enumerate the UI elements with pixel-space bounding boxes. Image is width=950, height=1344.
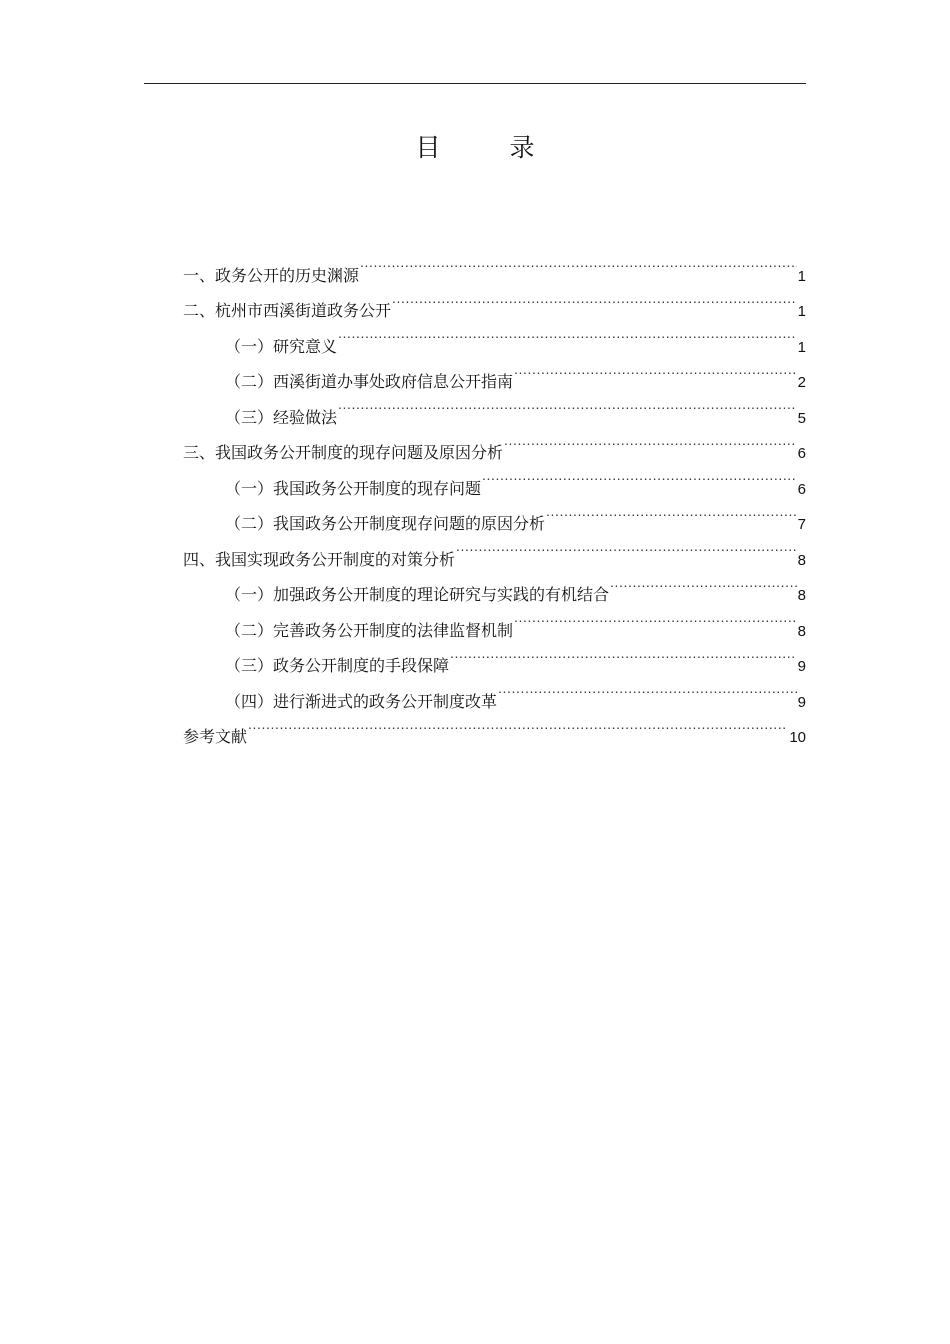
page-title: 目 录 <box>415 133 557 162</box>
toc-page-number: 8 <box>797 551 806 569</box>
toc-entry-text: 四、我国实现政务公开制度的对策分析 <box>183 549 456 569</box>
toc-entry-text: 一、政务公开的历史渊源 <box>183 265 360 285</box>
toc-entry[interactable] <box>183 707 806 746</box>
toc-page-number: 9 <box>797 693 806 711</box>
toc-page-number: 1 <box>797 303 806 320</box>
toc-entry-text: （一）我国政务公开制度的现存问题 <box>225 478 482 498</box>
toc-page-number: 1 <box>797 338 806 356</box>
toc-dot-leader <box>610 565 797 601</box>
toc-dot-leader <box>248 707 788 743</box>
toc-entry-text: （一）加强政务公开制度的理论研究与实践的有机结合 <box>225 585 610 604</box>
toc-page-number: 6 <box>797 445 806 462</box>
toc-dot-leader <box>514 352 797 388</box>
toc-page-number: 5 <box>797 409 806 427</box>
toc-dot-leader <box>338 316 797 352</box>
toc-entry-text: （四）进行渐进式的政务公开制度改革 <box>225 691 498 711</box>
toc-entry-text: （三）政务公开制度的手段保障 <box>225 656 450 675</box>
toc-entry[interactable] <box>183 245 806 285</box>
toc-page-number: 9 <box>797 658 806 675</box>
toc-dot-leader <box>392 281 797 317</box>
toc-dot-leader <box>514 600 797 636</box>
toc-dot-leader <box>504 423 797 459</box>
toc-dot-leader <box>498 671 797 707</box>
table-of-contents <box>183 245 806 746</box>
toc-dot-leader <box>456 529 797 565</box>
toc-dot-leader <box>546 494 797 530</box>
toc-page-number: 10 <box>789 729 806 746</box>
toc-page-number: 8 <box>797 587 806 604</box>
toc-dot-leader <box>450 636 797 672</box>
toc-entry-text: 二、杭州市西溪街道政务公开 <box>183 301 392 320</box>
toc-dot-leader <box>360 245 797 281</box>
toc-dot-leader <box>482 458 797 494</box>
toc-entry-text: （三）经验做法 <box>225 407 338 427</box>
toc-page-number: 7 <box>797 516 806 533</box>
toc-entry-text: （二）完善政务公开制度的法律监督机制 <box>225 620 514 640</box>
toc-entry-text: （一）研究意义 <box>225 336 338 356</box>
toc-entry-text: 三、我国政务公开制度的现存问题及原因分析 <box>183 443 504 462</box>
toc-entry-text: （二）我国政务公开制度现存问题的原因分析 <box>225 514 546 533</box>
toc-entry-text: （二）西溪街道办事处政府信息公开指南 <box>225 372 514 391</box>
toc-page-number: 1 <box>797 267 806 285</box>
toc-dot-leader <box>338 387 797 423</box>
toc-page-number: 8 <box>797 622 806 640</box>
toc-page-number: 2 <box>797 374 806 391</box>
toc-page-number: 6 <box>797 480 806 498</box>
header-rule <box>144 83 806 84</box>
toc-entry-text: 参考文献 <box>183 727 248 746</box>
